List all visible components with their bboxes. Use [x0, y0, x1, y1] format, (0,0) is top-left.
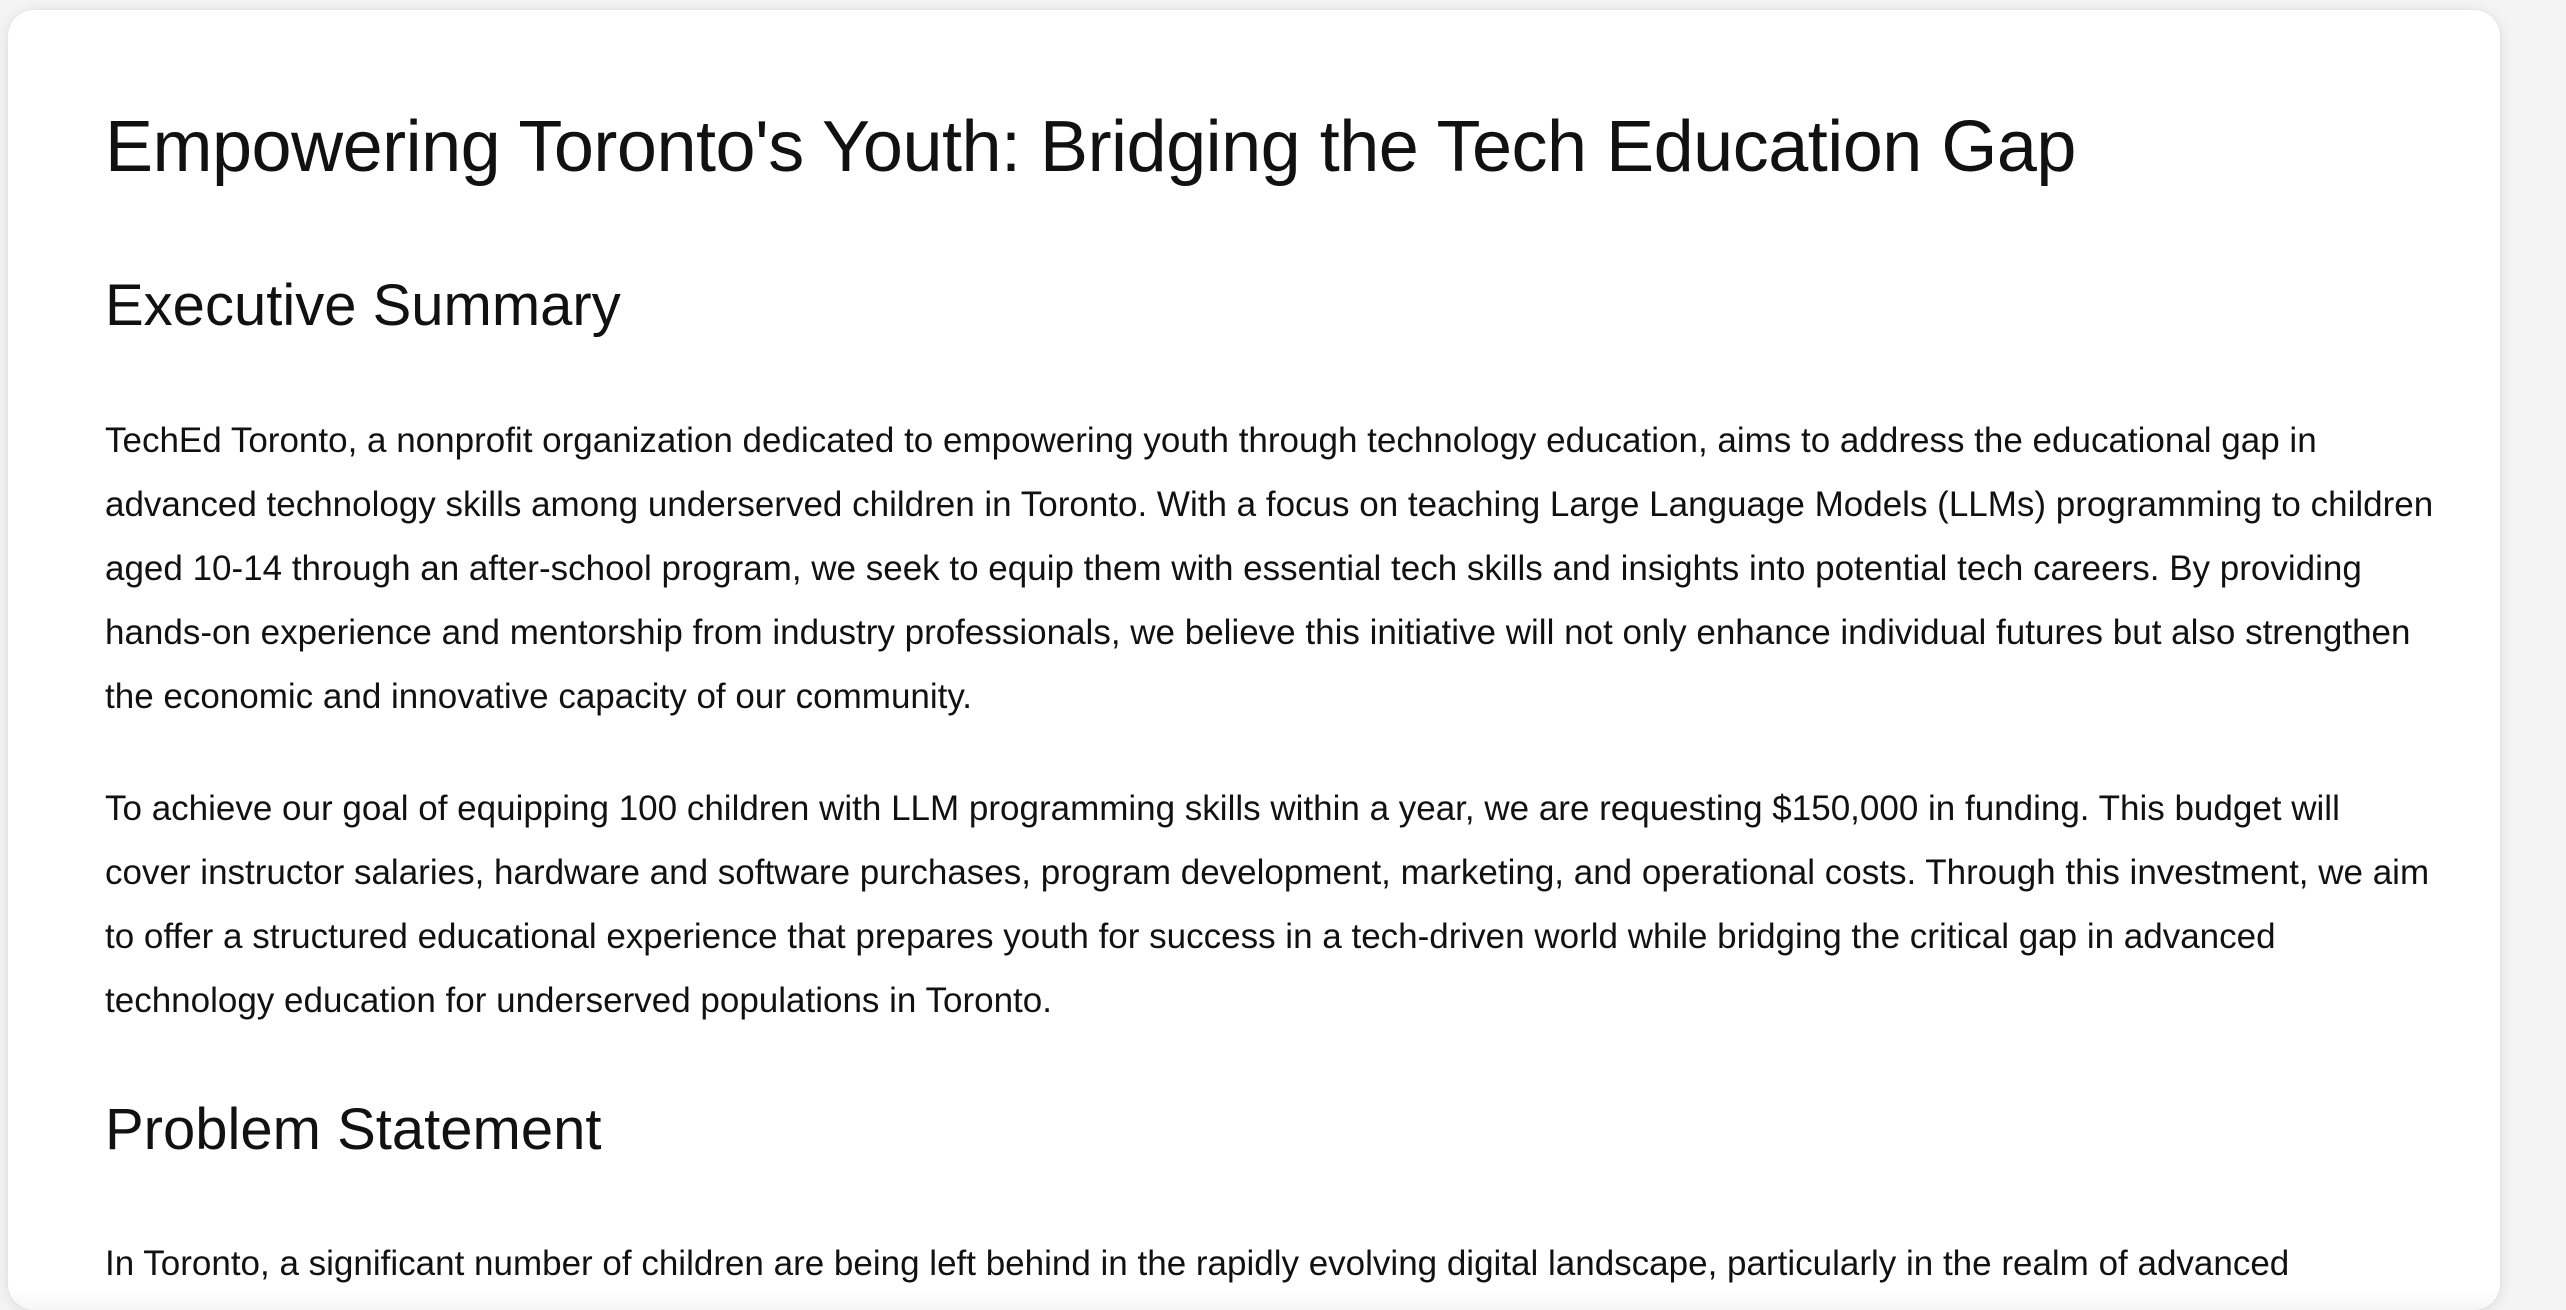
bottom-edge-shadow [8, 1290, 2500, 1310]
executive-summary-paragraph-1: TechEd Toronto, a nonprofit organization dedicated to empowering youth through technology education, aims to address the educational gap in advanced technology skills among underserved children in Toronto. With a focus on teaching Large Language Models (LLMs) programming to children aged 10-14 through an after-school program, we seek to equip them with essential tech skills and insights into potential tech careers. By providing hands-on experience and mentorship from industry professionals, we believe this initiative will not only enhance individual futures but also strengthen the economic and innovative capacity of our community. [105, 421, 2434, 716]
problem-statement-paragraph-1: In Toronto, a significant number of children are being left behind in the rapidly evolving digital landscape, particularly in the realm of advanced [105, 1244, 2290, 1283]
section-heading-executive-summary: Executive Summary [105, 273, 621, 338]
document-title: Empowering Toronto's Youth: Bridging the Tech Education Gap [105, 107, 2076, 187]
document-page [8, 10, 2500, 1310]
section-heading-problem-statement: Problem Statement [105, 1097, 602, 1162]
executive-summary-paragraph-2: To achieve our goal of equipping 100 children with LLM programming skills within a year, we are requesting $150,000 in funding. This budget will cover instructor salaries, hardware and software purchases, program development, marketing, and operational costs. Through this investment, we aim to offer a structured educational experience that prepares youth for success in a tech-driven world while bridging the critical gap in advanced technology education for underserved populations in Toronto. [105, 789, 2430, 1020]
